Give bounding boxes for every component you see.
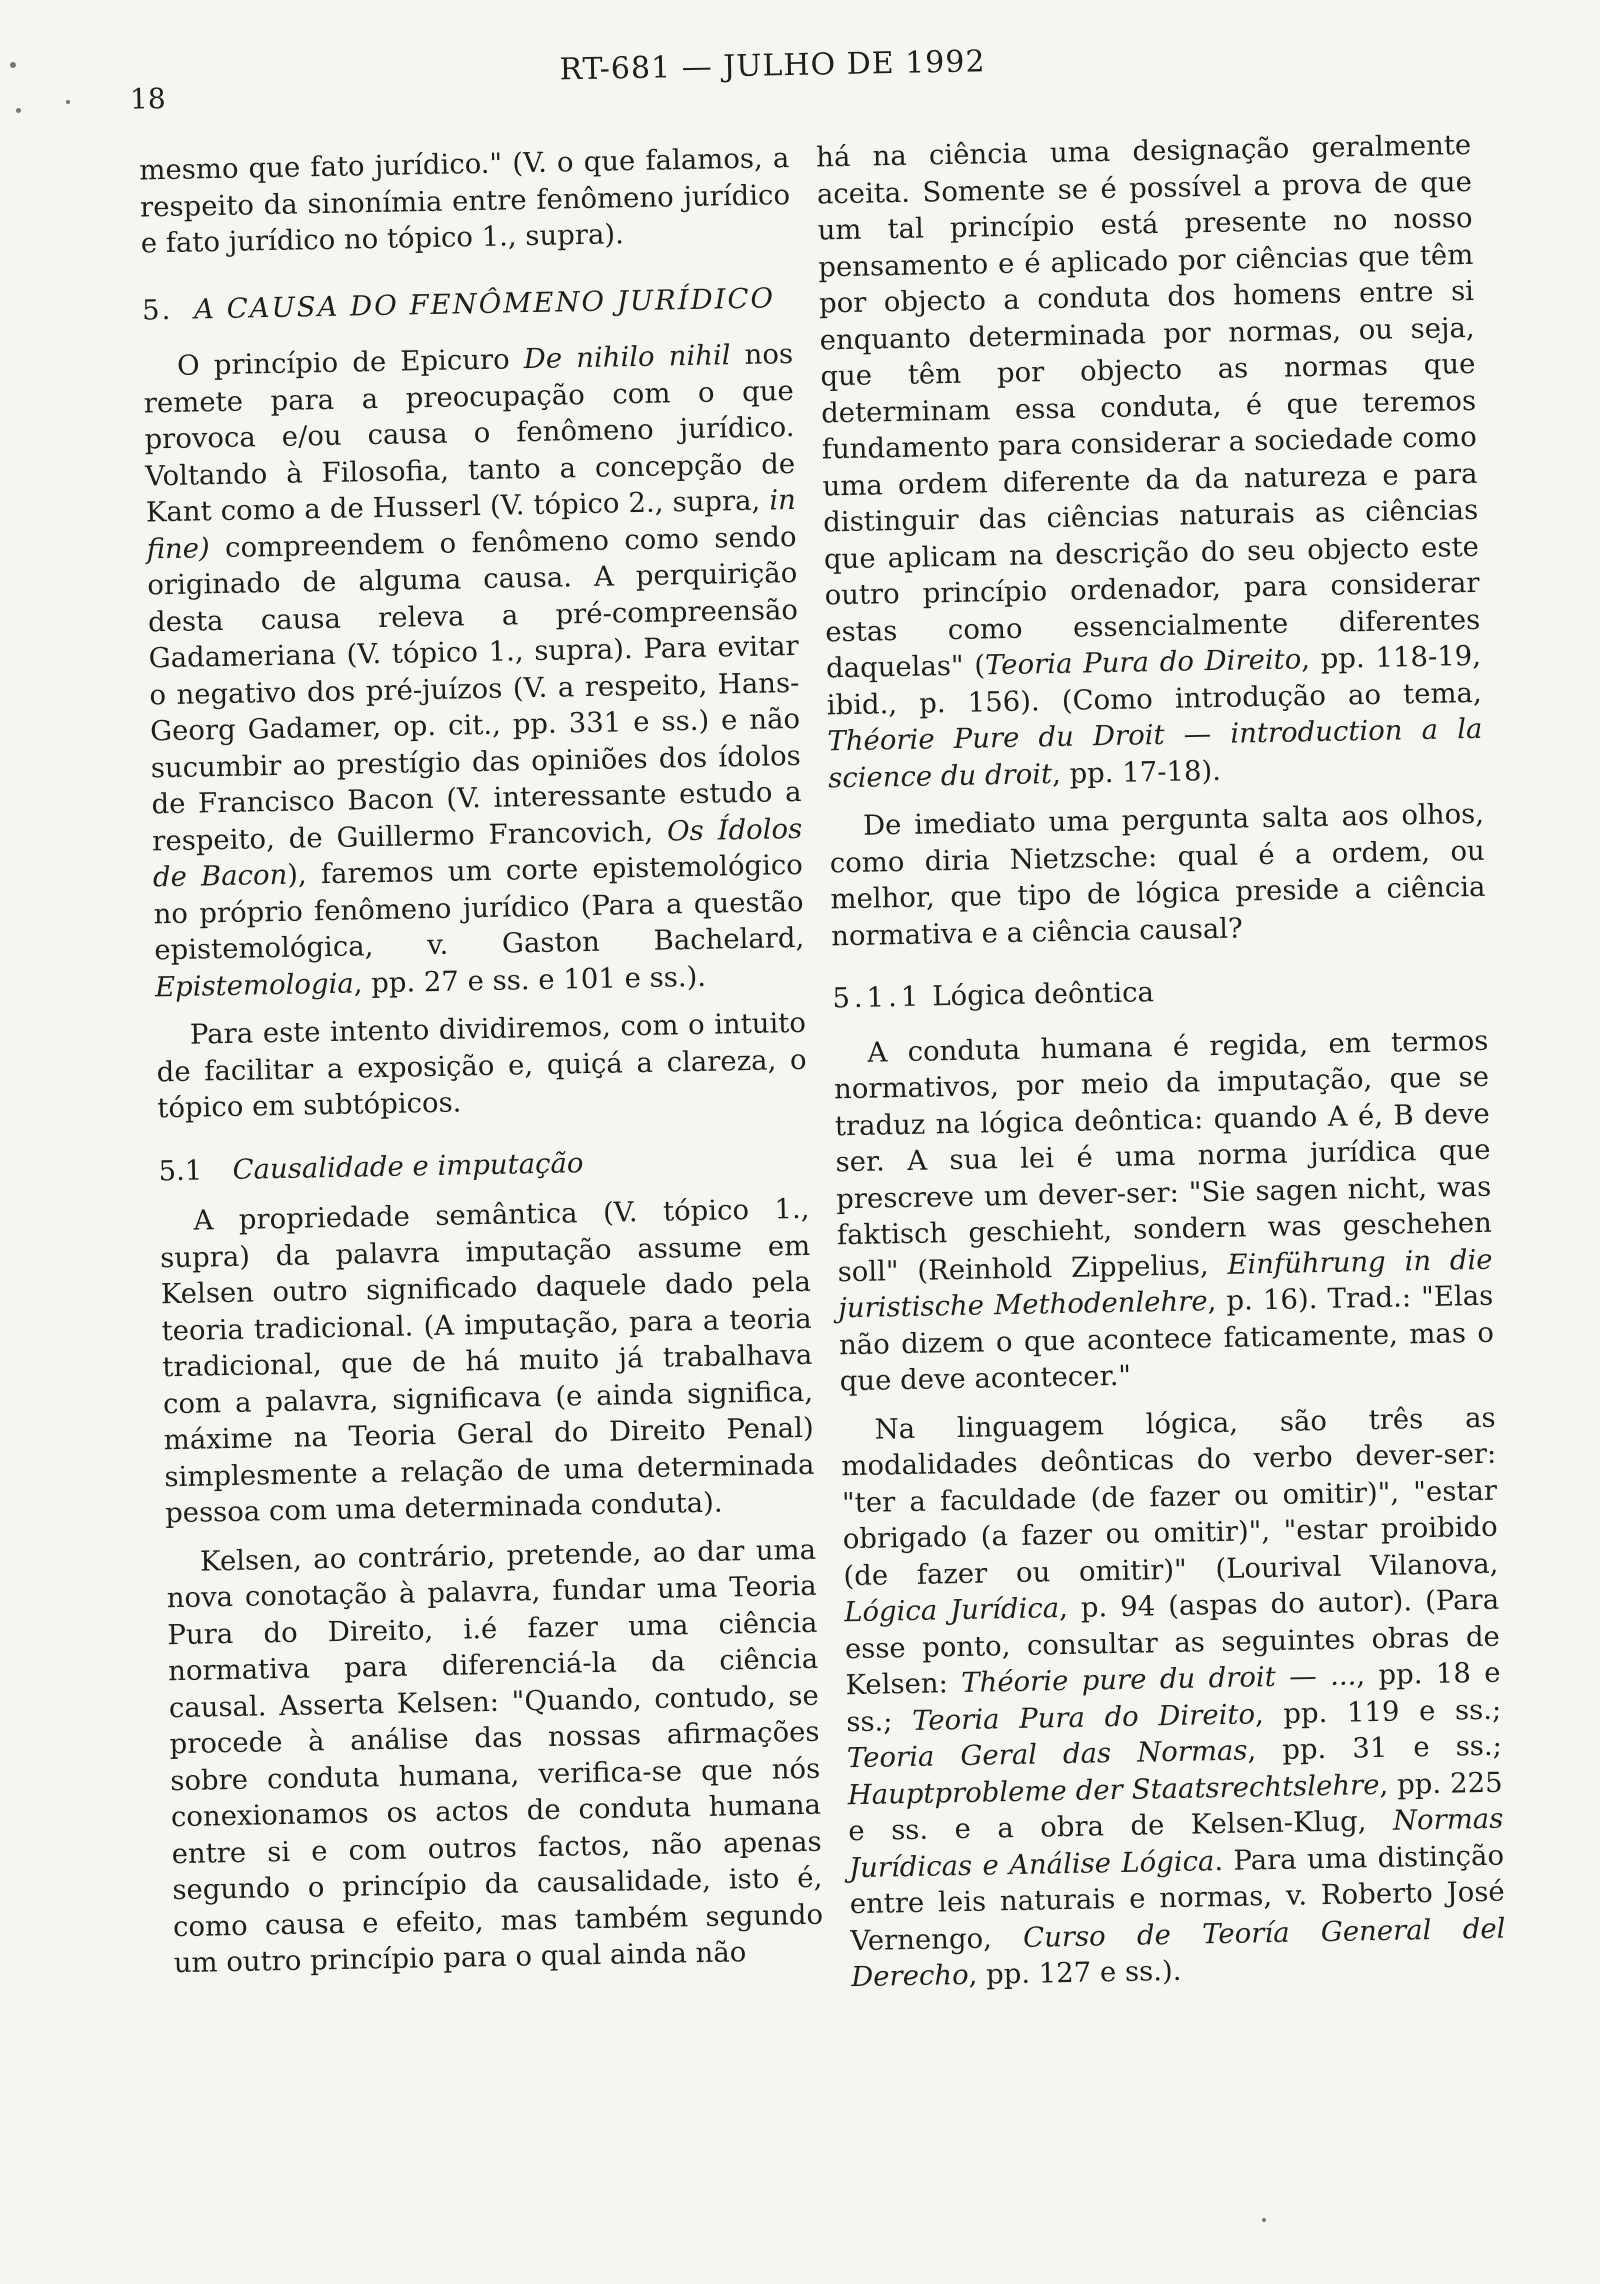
- subsection-title: Lógica deôntica: [932, 976, 1155, 1013]
- linguagem-paragraph: [840, 1399, 1506, 1995]
- scan-speck: [16, 108, 21, 113]
- italic-run: Epistemologia: [154, 967, 355, 1003]
- right-column: [816, 127, 1507, 2008]
- italic-run: Normas Jurídicas e Análise Lógica: [848, 1802, 1504, 1884]
- text-run: , pp. 118-19, ibid., p. 156). (Como introdução ao tema,: [826, 639, 1482, 721]
- italic-run: Lógica Jurídica: [843, 1592, 1060, 1629]
- italic-run: Teoria Geral das Normas: [846, 1734, 1248, 1775]
- kelsen-paragraph: Kelsen, ao contrário, pretende, ao dar uma nova conotação à palavra, fundar uma Teoria Pura do Direito, i.é fazer uma ciência normativa para diferenciá-la da ciência causal. Asserta Kelsen: "Quando, contudo, se procede à análise das nossas afirmações sobre conduta humana, verifica-se que nós conexionamos os actos de conduta humana entre si e com outros factos, não apenas segundo o princípio da causalidade, isto é, como causa e efeito, mas também segundo um outro princípio para o qual ainda não: [166, 1533, 824, 1980]
- subsection-number: 5.1.1: [832, 980, 923, 1015]
- text-run: , p. 16). Trad.: "Elas não dizem o que acontece faticamente, mas o que deve acontecer.": [838, 1279, 1495, 1398]
- scan-speck: [66, 100, 70, 104]
- italic-run: Curso de Teoría General del Derecho: [850, 1912, 1506, 1994]
- section-heading: [142, 280, 793, 329]
- italic-run: De nihilo nihil: [523, 339, 731, 376]
- text-run: , p. 94 (aspas do autor). (Para esse ponto, consultar as seguintes obras de Kelsen:: [844, 1583, 1501, 1702]
- text-run: , pp. 31 e ss.;: [1247, 1729, 1503, 1767]
- text-run: , pp. 18 e ss.;: [845, 1656, 1501, 1738]
- scan-speck: [1262, 2218, 1266, 2222]
- running-head: RT-681 — JULHO DE 1992: [559, 44, 986, 88]
- text-run: , pp. 225 e ss. e a obra de Kelsen-Klug,: [848, 1766, 1503, 1848]
- conduta-paragraph: [833, 1022, 1495, 1400]
- divide-paragraph: Para este intento dividiremos, com o intuito de facilitar a exposição e, quiçá a clareza, o tópico em subtópicos.: [156, 1006, 807, 1125]
- section-title: A CAUSA DO FENÔMENO JURÍDICO: [193, 281, 776, 325]
- subsection-title: Causalidade e imputação: [232, 1146, 584, 1186]
- epicuro-paragraph: [143, 336, 805, 1005]
- text-run: há na ciência uma designação geralmente aceita. Somente se é possível a prova de que um tal princípio está presente no nosso pensamento e é aplicado por ciências que têm por objecto a conduta dos homens entre si enquanto determinada por normas, ou seja, que têm por objecto as normas que determinam essa conduta, é que teremos fundamento para considerar a sociedade como uma ordem diferente da da natureza e para distinguir das ciências naturais as ciências que aplicam na descrição do seu objecto este outro princípio ordenador, para considerar estas como essencialmente diferentes daquelas" (: [815, 128, 1481, 685]
- italic-run: Théorie Pure du Droit — introduction a la science du droit: [827, 712, 1483, 794]
- page-number: 18: [129, 81, 166, 116]
- text-run: nos remete para a preocupação com o que provoca e/ou causa o fenômeno jurídico. Voltando à Filosofia, tanto a concepção de Kant como a de Husserl (V. tópico 2., supra,: [143, 337, 796, 529]
- italic-run: Einführung in die juristische Methodenlehre: [838, 1243, 1493, 1325]
- subsection-heading: [158, 1140, 809, 1189]
- subsection-heading-deontica: [832, 968, 1488, 1017]
- left-column: [139, 140, 824, 1994]
- text-run: A conduta humana é regida, em termos normativos, por meio da imputação, que se traduz na lógica deôntica: quando A é, B deve ser. A sua lei é uma norma jurídica que prescreve um dever-ser: "Sie sagen nicht, was faktisch geschieht, sondern was geschehen soll" (Reinhold Zippelius,: [833, 1024, 1493, 1288]
- italic-run: in fine): [146, 483, 797, 565]
- text-run: , pp. 119 e ss.;: [1254, 1693, 1502, 1730]
- scan-speck: [10, 62, 16, 68]
- intro-paragraph: mesmo que fato jurídico." (V. o que falamos, a respeito da sinonímia entre fenômeno jurídico e fato jurídico no tópico 1., supra).: [139, 142, 791, 260]
- semantica-paragraph: A propriedade semântica (V. tópico 1., supra) da palavra imputação assume em Kelsen outro significado daquele dado pela teoria tradicional. (A imputação, para a teoria tradicional, que de há muito já trabalhava com a palavra, significava (e ainda significa, máxime na Teoria Geral do Direito Penal) simplesmente a relação de uma determinada pessoa com uma determinada conduta).: [159, 1192, 815, 1530]
- italic-run: Os Ídolos de Bacon: [152, 812, 803, 894]
- text-run: , pp. 17-18).: [1051, 754, 1222, 790]
- text-run: ), faremos um corte epistemológico no próprio fenômeno jurídico (Para a questão epistemológica, v. Gaston Bachelard,: [153, 848, 805, 967]
- nietzsche-paragraph: De imediato uma pergunta salta aos olhos, como diria Nietzsche: qual é a ordem, ou melhor, que tipo de lógica preside a ciência normativa e a ciência causal?: [829, 797, 1486, 952]
- italic-run: Théorie pure du droit — ...: [960, 1659, 1357, 1700]
- text-run: O princípio de Epicuro: [176, 343, 525, 382]
- italic-run: Teoria Pura do Direito: [984, 643, 1302, 682]
- section-number: 5.: [141, 293, 173, 326]
- text-run: , pp. 127 e ss.).: [968, 1954, 1182, 1991]
- subsection-number: 5.1: [158, 1153, 203, 1187]
- italic-run: Hauptprobleme der Staatsrechtslehre: [847, 1768, 1380, 1811]
- continuation-paragraph: [816, 127, 1483, 796]
- text-run: compreendem o fenômeno como sendo originado de alguma causa. A perquirição desta causa releva a pré-compreensão Gadameriana (V. tópico 1., supra). Para evitar o negativo dos pré-juízos (V. a respeito, Hans-Georg Gadamer, op. cit., pp. 331 e ss.) e não sucumbir ao prestígio das opiniões dos ídolos de Francisco Bacon (V. interessante estudo a respeito, de Guillermo Francovich,: [147, 520, 802, 857]
- text-run: Na linguagem lógica, são três as modalidades deônticas do verbo dever-ser: "ter a faculdade (de fazer ou omitir)", "estar obrigado (a fazer ou omitir)", "estar proibido (de fazer ou omitir)" (Lourival Vilanova,: [841, 1401, 1499, 1592]
- italic-run: Teoria Pura do Direito: [911, 1697, 1256, 1737]
- text-run: . Para uma distinção entre leis naturais e normas, v. Roberto José Vernengo,: [849, 1839, 1505, 1957]
- text-run: , pp. 27 e ss. e 101 e ss.).: [353, 960, 707, 1000]
